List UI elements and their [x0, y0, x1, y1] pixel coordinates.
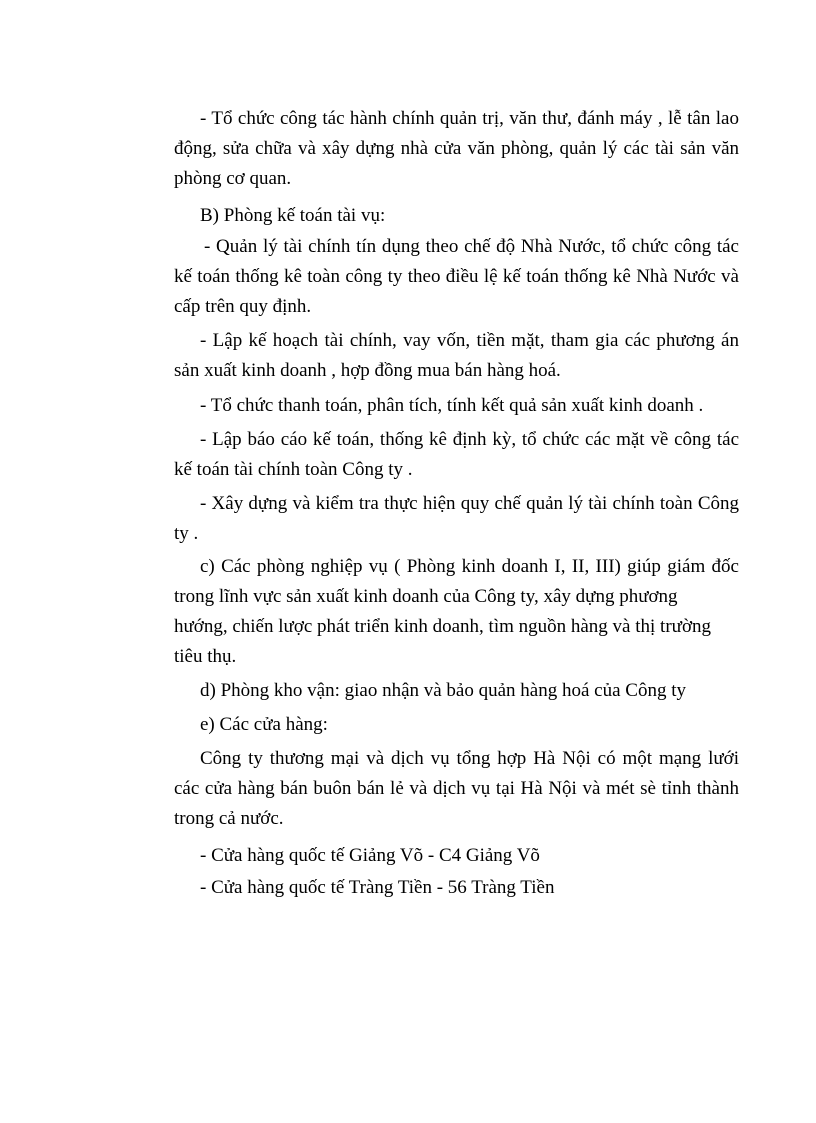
text-line: động, sửa chữa và xây dựng nhà cửa văn phòng, quản lý các tài sản văn — [174, 138, 739, 159]
paragraph-store-network — [174, 744, 739, 834]
text-line: tiêu thụ. — [174, 646, 237, 667]
section-heading-stores — [174, 710, 739, 740]
paragraph-payment — [174, 391, 739, 421]
text-line: các cửa hàng bán buôn bán lẻ và dịch vụ tại Hà Nội và mét sè tỉnh thành — [174, 778, 739, 799]
text-line: - Tổ chức thanh toán, phân tích, tính kết quả sản xuất kinh doanh . — [200, 395, 704, 416]
text-line: - Lập kế hoạch tài chính, vay vốn, tiền mặt, tham gia các phương án — [200, 330, 739, 351]
text-line: c) Các phòng nghiệp vụ ( Phòng kinh doanh I, II, III) giúp giám đốc — [200, 556, 739, 577]
text-line: - Quản lý tài chính tín dụng theo chế độ Nhà Nước, tổ chức công tác — [204, 236, 739, 257]
text-line: cấp trên quy định. — [174, 296, 312, 317]
paragraph-regulations — [174, 489, 739, 549]
text-line: d) Phòng kho vận: giao nhận và bảo quản hàng hoá của Công ty — [200, 680, 686, 701]
paragraph-reporting — [174, 425, 739, 485]
paragraph-admin-duties — [174, 104, 739, 194]
text-line: kế toán tài chính toàn Công ty . — [174, 459, 413, 480]
paragraph-financial-planning — [174, 326, 739, 386]
paragraph-business-departments — [174, 552, 739, 672]
text-line: phòng cơ quan. — [174, 168, 292, 189]
text-line: sản xuất kinh doanh , hợp đồng mua bán hàng hoá. — [174, 360, 561, 381]
text-line: trong lĩnh vực sản xuất kinh doanh của Công ty, xây dựng phương — [174, 586, 678, 607]
text-line: kế toán thống kê toàn công ty theo điều lệ kế toán thống kê Nhà Nước và — [174, 266, 739, 287]
list-item-store-trang-tien — [174, 873, 739, 903]
text-line: ty . — [174, 523, 199, 544]
text-line: Công ty thương mại và dịch vụ tổng hợp Hà Nội có một mạng lưới — [200, 748, 739, 769]
text-line: - Tổ chức công tác hành chính quản trị, văn thư, đánh máy , lễ tân lao — [200, 108, 739, 129]
text-line: - Cửa hàng quốc tế Tràng Tiền - 56 Tràng Tiền — [200, 877, 555, 898]
text-line: e) Các cửa hàng: — [200, 714, 328, 735]
section-heading-accounting — [174, 201, 739, 231]
text-line: - Cửa hàng quốc tế Giảng Võ - C4 Giảng Võ — [200, 845, 540, 866]
list-item-store-giang-vo — [174, 841, 739, 871]
text-line: hướng, chiến lược phát triển kinh doanh, tìm nguồn hàng và thị trường — [174, 616, 712, 637]
text-line: B) Phòng kế toán tài vụ: — [200, 205, 386, 226]
text-line: trong cả nước. — [174, 808, 284, 829]
paragraph-finance-management — [174, 232, 739, 322]
paragraph-warehouse — [174, 676, 739, 706]
text-line: - Xây dựng và kiểm tra thực hiện quy chế quản lý tài chính toàn Công — [200, 493, 739, 514]
text-line: - Lập báo cáo kế toán, thống kê định kỳ, tổ chức các mặt về công tác — [200, 429, 739, 450]
